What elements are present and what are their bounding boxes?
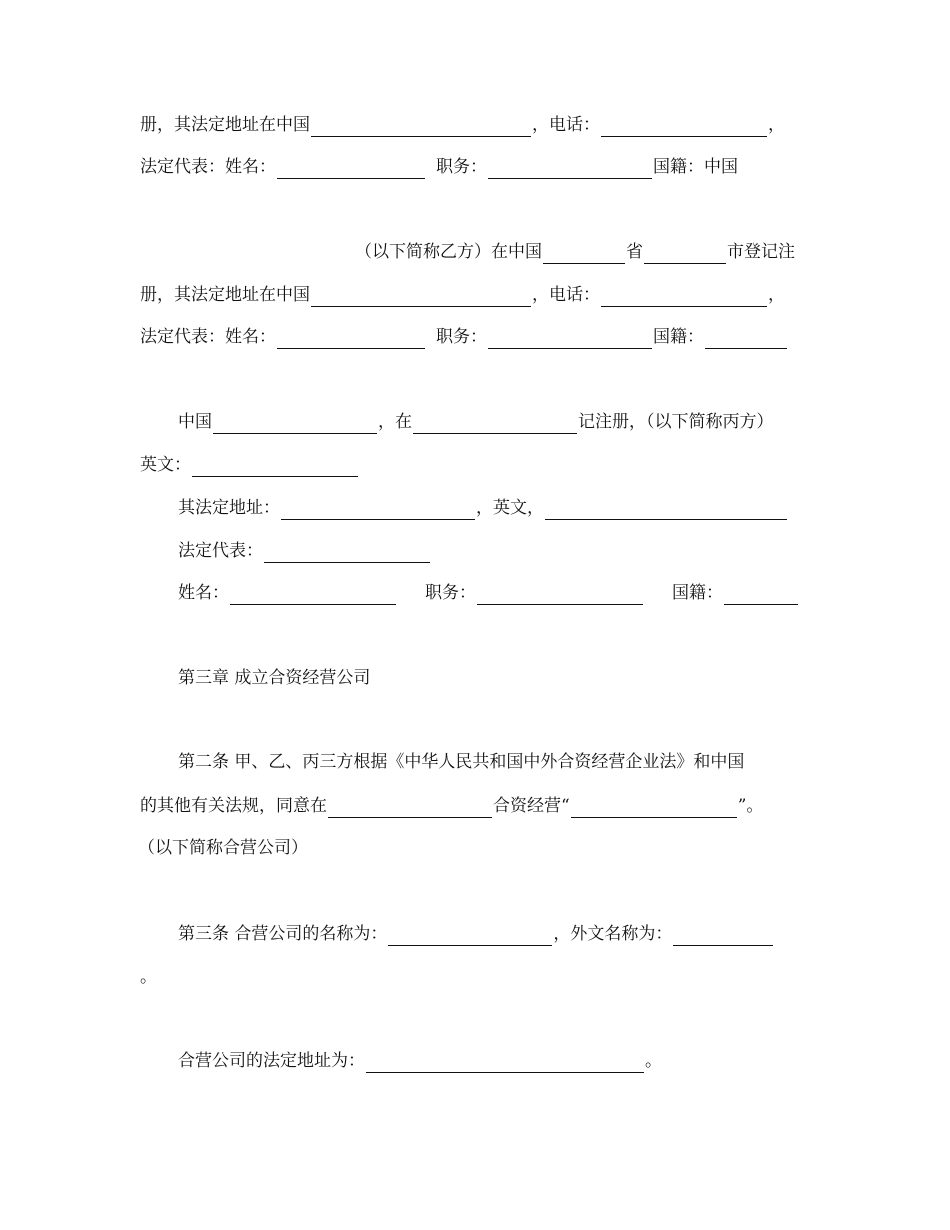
party-c-intro-line bbox=[178, 410, 774, 434]
text-l8-a: 其法定地址： bbox=[178, 498, 280, 518]
blank-place[interactable] bbox=[413, 413, 577, 434]
blank-address[interactable] bbox=[281, 499, 475, 520]
text-l10-a: 姓名： bbox=[178, 583, 229, 603]
article-3-line-2 bbox=[140, 965, 157, 989]
text-l3-b: 省 bbox=[626, 242, 643, 262]
blank-name[interactable] bbox=[277, 328, 425, 349]
party-b-rep-line bbox=[140, 325, 788, 349]
text-art3-c: 。 bbox=[140, 967, 157, 987]
article-3-line-1 bbox=[178, 922, 774, 946]
text-art2-b: 的其他有关法规，同意在 bbox=[140, 796, 327, 816]
blank-location[interactable] bbox=[328, 797, 492, 818]
text-art3-a: 第三条 合营公司的名称为： bbox=[178, 924, 388, 944]
blank-city[interactable] bbox=[644, 243, 726, 264]
text-l9-a: 法定代表： bbox=[178, 541, 263, 561]
text-l3-a: （以下简称乙方）在中国 bbox=[355, 242, 542, 262]
text-l4-c: ， bbox=[768, 285, 785, 305]
blank-representative[interactable] bbox=[264, 542, 430, 563]
blank-legal-address[interactable] bbox=[366, 1052, 644, 1073]
text-l1-c: ， bbox=[768, 115, 785, 135]
blank-english-address[interactable] bbox=[545, 499, 787, 520]
text-l6-c: 记注册，（以下简称丙方） bbox=[578, 412, 774, 432]
blank-phone[interactable] bbox=[601, 116, 767, 137]
text-l10-c: 国籍： bbox=[672, 583, 723, 603]
text-l6-b: ，在 bbox=[378, 412, 412, 432]
party-a-rep-line bbox=[140, 155, 738, 179]
text-l1-a: 册，其法定地址在中国 bbox=[140, 115, 310, 135]
chapter-3-heading bbox=[178, 666, 370, 690]
text-art2-a: 第二条 甲、乙、丙三方根据《中华人民共和国中外合资经营企业法》和中国 bbox=[178, 752, 745, 772]
text-l5-b: 职务： bbox=[436, 327, 487, 347]
article-2-line-1 bbox=[178, 750, 744, 774]
blank-name[interactable] bbox=[230, 584, 396, 605]
chapter-3-title: 第三章 成立合资经营公司 bbox=[178, 668, 371, 688]
blank-english[interactable] bbox=[192, 456, 358, 477]
article-2-line-2 bbox=[140, 794, 763, 818]
text-l7-a: 英文： bbox=[140, 455, 191, 475]
party-a-address-line bbox=[140, 113, 785, 137]
text-l4-a: 册，其法定地址在中国 bbox=[140, 285, 310, 305]
blank-foreign-name[interactable] bbox=[673, 925, 773, 946]
text-l5-c: 国籍： bbox=[653, 327, 704, 347]
text-l2-c: 国籍：中国 bbox=[653, 157, 738, 177]
blank-venture-name[interactable] bbox=[571, 797, 737, 818]
text-l3-c: 市登记注 bbox=[727, 242, 795, 262]
blank-address[interactable] bbox=[311, 116, 531, 137]
text-l1-b: ，电话： bbox=[532, 115, 600, 135]
party-c-english-line bbox=[140, 453, 359, 477]
blank-position[interactable] bbox=[488, 328, 652, 349]
text-art3-b: ，外文名称为： bbox=[553, 924, 673, 944]
text-l8-b: ，英文， bbox=[476, 498, 544, 518]
article-2-line-3 bbox=[138, 836, 308, 860]
text-addr-a: 合营公司的法定地址为： bbox=[178, 1051, 365, 1071]
blank-address[interactable] bbox=[311, 286, 531, 307]
blank-name[interactable] bbox=[277, 158, 425, 179]
party-c-rep-details-line bbox=[178, 581, 799, 605]
text-l4-b: ，电话： bbox=[532, 285, 600, 305]
blank-position[interactable] bbox=[488, 158, 652, 179]
text-art2-c: 合资经营“ bbox=[493, 796, 570, 816]
text-l5-a: 法定代表：姓名： bbox=[140, 327, 276, 347]
text-art2-e: （以下简称合营公司） bbox=[138, 838, 308, 858]
blank-company[interactable] bbox=[213, 413, 377, 434]
party-b-address-line bbox=[140, 283, 785, 307]
text-l2-a: 法定代表：姓名： bbox=[140, 157, 276, 177]
blank-province[interactable] bbox=[543, 243, 625, 264]
text-addr-b: 。 bbox=[645, 1051, 662, 1071]
text-l6-a: 中国 bbox=[178, 412, 212, 432]
party-b-intro-line bbox=[355, 240, 795, 264]
blank-company-name[interactable] bbox=[388, 925, 552, 946]
text-l2-b: 职务： bbox=[436, 157, 487, 177]
blank-phone[interactable] bbox=[601, 286, 767, 307]
text-art2-d: ”。 bbox=[737, 796, 764, 816]
text-l10-b: 职务： bbox=[425, 583, 476, 603]
blank-nationality[interactable] bbox=[724, 584, 798, 605]
blank-position[interactable] bbox=[477, 584, 643, 605]
party-c-address-line bbox=[178, 496, 788, 520]
legal-address-line bbox=[178, 1049, 662, 1073]
party-c-rep-line bbox=[178, 539, 431, 563]
blank-nationality[interactable] bbox=[705, 328, 787, 349]
